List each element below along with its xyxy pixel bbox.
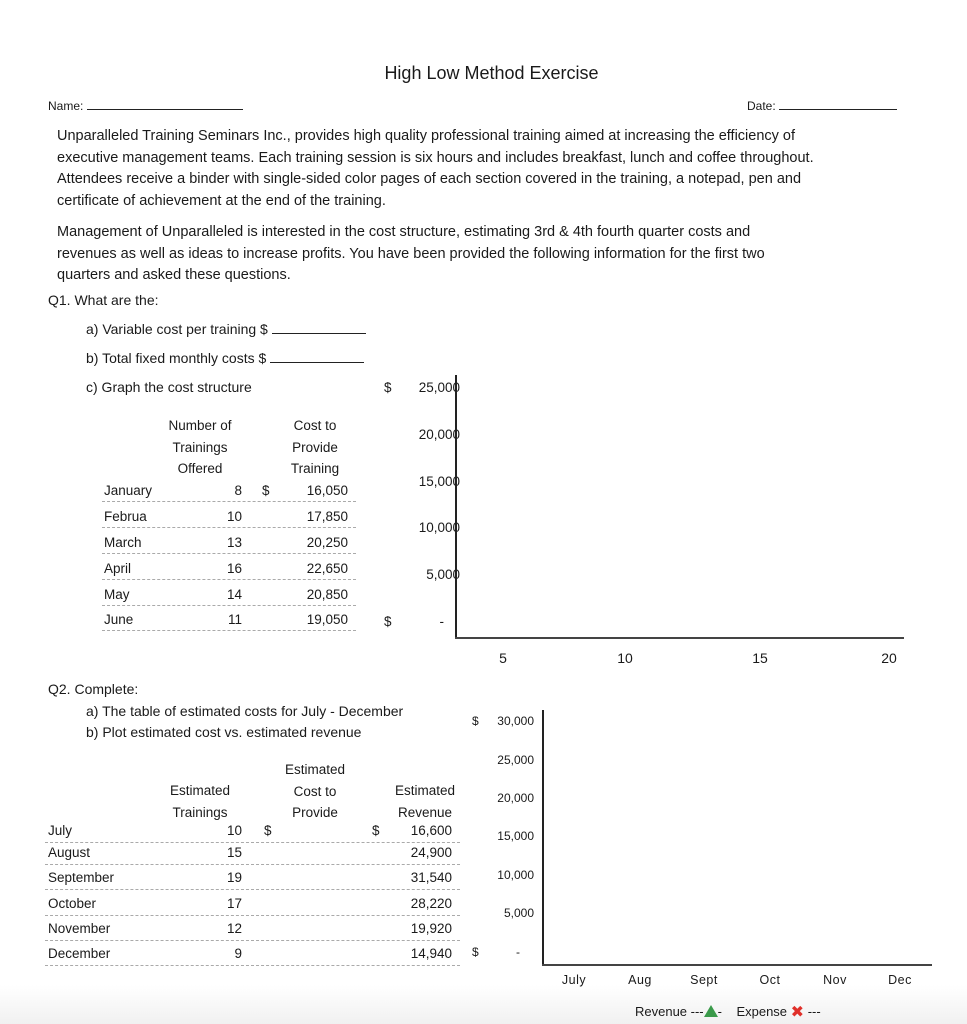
y-tick-zero: - <box>439 614 444 629</box>
q1-b-label: b) Total fixed monthly costs $ <box>86 350 267 366</box>
dollar-sign: $ <box>264 823 272 838</box>
cost-cell: 19,050 <box>306 612 348 627</box>
dollar-sign: $ <box>262 483 270 498</box>
x-tick: 20 <box>881 650 897 666</box>
name-label: Name: <box>48 99 84 113</box>
cost-cell: 20,850 <box>306 587 348 602</box>
month-cell: December <box>48 946 111 961</box>
q2-heading: Q2. Complete: <box>48 681 139 697</box>
x-axis <box>455 637 904 639</box>
intro-paragraph <box>57 126 814 212</box>
y-tick: 10,000 <box>497 868 534 882</box>
header-cost-to-provide: Cost to Provide Training <box>290 418 340 476</box>
row-divider <box>45 864 460 865</box>
x-tick: July <box>561 973 587 987</box>
estimated-cost-input[interactable] <box>280 921 350 939</box>
management-line: quarters and asked these questions. <box>57 267 291 283</box>
row-divider <box>102 527 356 528</box>
y-tick: 30,000 <box>497 714 534 728</box>
month-cell: October <box>48 896 97 911</box>
y-tick: 5,000 <box>426 567 460 582</box>
q1-a <box>86 321 366 337</box>
trainings-cell: 10 <box>226 823 242 838</box>
revenue-cell: 19,920 <box>410 921 452 936</box>
page-bottom-shade <box>0 985 967 1024</box>
intro-line: executive management teams. Each training session is six hours and includes breakfast, lunch and coffee throughout. <box>57 149 814 166</box>
trainings-cell: 16 <box>226 561 242 576</box>
legend-expense-label: Expense <box>736 1004 788 1019</box>
variable-cost-blank[interactable] <box>272 321 366 334</box>
cost-cell: 16,050 <box>306 483 348 498</box>
date-field[interactable] <box>747 97 897 113</box>
date-label: Date: <box>747 99 776 113</box>
x-tick: Sept <box>690 973 718 987</box>
estimated-cost-input[interactable] <box>280 946 350 964</box>
x-tick: Aug <box>628 973 652 987</box>
row-divider <box>102 553 356 554</box>
q2-a: a) The table of estimated costs for July - December <box>86 703 404 719</box>
trainings-cell: 19 <box>226 870 242 885</box>
y-tick: 15,000 <box>497 829 534 843</box>
intro-line: certificate of achievement at the end of the training. <box>57 192 386 209</box>
legend-expense-suffix: --- <box>807 1004 821 1019</box>
row-divider <box>102 501 356 502</box>
estimated-cost-input[interactable] <box>280 870 350 888</box>
trainings-cell: 13 <box>226 535 242 550</box>
row-divider <box>102 630 356 631</box>
cost-cell: 17,850 <box>306 509 348 524</box>
q1-heading: Q1. What are the: <box>48 292 159 308</box>
revenue-cell: 24,900 <box>410 845 452 860</box>
page-title: High Low Method Exercise <box>384 63 599 83</box>
month-cell: May <box>104 587 130 602</box>
y-tick: 20,000 <box>497 791 534 805</box>
y-tick: 25,000 <box>497 753 534 767</box>
row-divider <box>45 889 460 890</box>
y-tick: 5,000 <box>503 906 534 920</box>
fixed-cost-blank[interactable] <box>270 350 364 363</box>
month-cell: March <box>104 535 142 550</box>
trainings-cell: 14 <box>226 587 242 602</box>
q1-a-label: a) Variable cost per training $ <box>86 321 268 337</box>
q2-b: b) Plot estimated cost vs. estimated revenue <box>86 724 362 740</box>
revenue-cell: 14,940 <box>410 946 452 961</box>
x-tick: 10 <box>617 650 633 666</box>
estimated-cost-input[interactable] <box>280 896 350 914</box>
revenue-cell: 31,540 <box>410 870 452 885</box>
trainings-cell: 17 <box>226 896 242 911</box>
y-tick-currency: $ <box>472 714 479 728</box>
trainings-cell: 11 <box>227 612 242 627</box>
name-blank[interactable] <box>87 97 243 110</box>
cost-cell: 22,650 <box>306 561 348 576</box>
y-tick-currency: $ <box>384 380 392 395</box>
month-cell: November <box>48 921 111 936</box>
q1-b <box>86 350 364 366</box>
month-cell: September <box>48 870 115 885</box>
y-tick-currency: $ <box>384 614 392 629</box>
x-mark-icon: ✖ <box>790 1004 805 1021</box>
x-tick: Dec <box>888 973 912 987</box>
header-estimated-trainings: Estimated Trainings <box>169 783 231 820</box>
header-trainings-offered: Number of Trainings Offered <box>168 418 232 476</box>
month-cell: June <box>104 612 134 627</box>
y-tick: 25,000 <box>418 380 460 395</box>
x-tick: 15 <box>752 650 768 666</box>
date-blank[interactable] <box>779 97 897 110</box>
row-divider <box>102 579 356 580</box>
triangle-icon <box>704 1005 718 1017</box>
y-tick-zero: - <box>516 945 520 959</box>
row-divider <box>45 965 460 966</box>
trainings-cell: 9 <box>234 946 242 961</box>
x-tick: Oct <box>759 973 781 987</box>
dollar-sign: $ <box>372 823 380 838</box>
trainings-cell: 10 <box>226 509 242 524</box>
row-divider <box>45 842 460 843</box>
estimated-cost-input[interactable] <box>280 845 350 863</box>
row-divider <box>45 915 460 916</box>
month-cell: January <box>104 483 152 498</box>
y-axis <box>455 375 457 639</box>
legend-revenue-suffix: - <box>717 1004 722 1019</box>
management-line: revenues as well as ideas to increase profits. You have been provided the following information for the first two <box>57 245 765 262</box>
row-divider <box>45 940 460 941</box>
intro-line: Unparalleled Training Seminars Inc., provides high quality professional training aimed at increasing the efficiency of <box>57 128 796 144</box>
y-tick: 15,000 <box>418 474 460 489</box>
trainings-cell: 8 <box>234 483 242 498</box>
cost-cell: 20,250 <box>306 535 348 550</box>
legend-revenue-label: Revenue --- <box>635 1004 704 1019</box>
management-line: Management of Unparalleled is interested in the cost structure, estimating 3rd & 4th fourth quarter costs and <box>57 224 751 240</box>
q1-c: c) Graph the cost structure <box>86 379 252 395</box>
x-tick: 5 <box>499 650 507 666</box>
y-tick: 10,000 <box>418 520 460 535</box>
revenue-cell: 28,220 <box>410 896 452 911</box>
trainings-cell: 12 <box>226 921 242 936</box>
row-divider <box>102 605 356 606</box>
month-cell: April <box>104 561 132 576</box>
legend <box>635 1004 821 1019</box>
y-tick-currency: $ <box>472 945 479 959</box>
name-field[interactable] <box>48 97 243 113</box>
trainings-cell: 15 <box>226 845 242 860</box>
month-cell: Februa <box>104 509 147 524</box>
x-tick: Nov <box>823 973 847 987</box>
header-estimated-cost: Estimated Cost to Provide <box>284 762 346 820</box>
month-cell: July <box>48 823 73 838</box>
month-cell: August <box>48 845 91 860</box>
intro-line: Attendees receive a binder with single-sided color pages of each section covered in the training, a notepad, pen and <box>57 171 802 187</box>
y-tick: 20,000 <box>418 427 460 442</box>
header-estimated-revenue: Estimated Revenue <box>394 783 456 820</box>
revenue-cell: 16,600 <box>410 823 452 838</box>
y-axis <box>542 710 544 966</box>
management-paragraph <box>57 222 765 287</box>
estimated-cost-input[interactable] <box>280 823 350 841</box>
x-axis <box>542 964 932 966</box>
